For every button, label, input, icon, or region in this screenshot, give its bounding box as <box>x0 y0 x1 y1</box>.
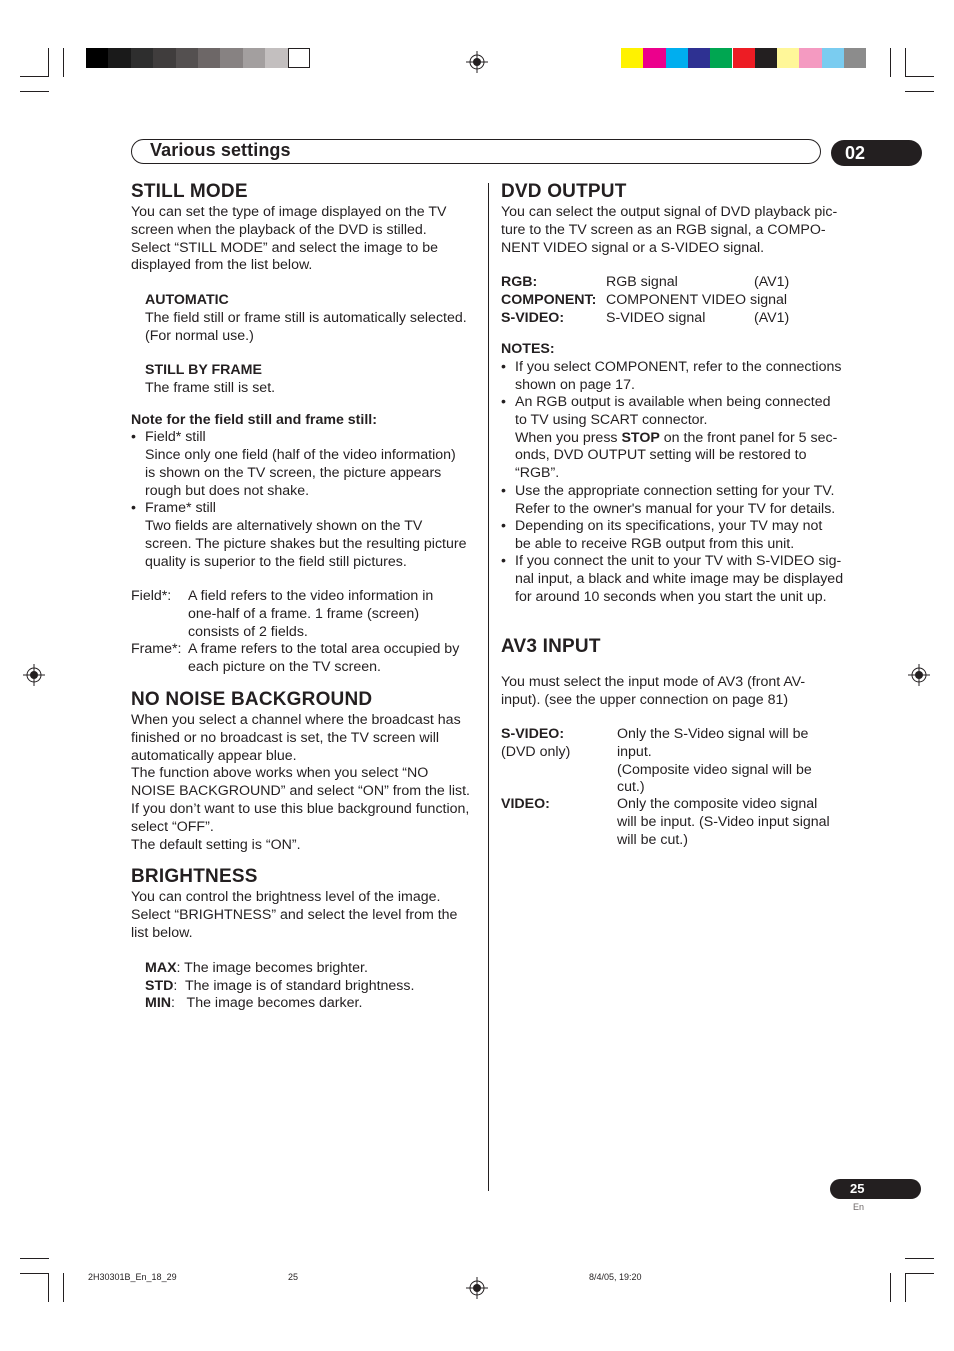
registration-mark-icon <box>908 664 930 686</box>
gray-swatch <box>108 48 130 68</box>
crop-mark <box>48 1273 49 1302</box>
page-number-badge <box>830 1179 921 1199</box>
field-def-text <box>188 588 433 641</box>
brightness-max <box>145 960 368 978</box>
registration-mark-icon <box>23 664 45 686</box>
text-line: cut.) <box>617 779 645 796</box>
color-swatch <box>822 48 844 68</box>
text-line: NOISE BACKGROUND” and select “ON” from the list. <box>131 783 470 800</box>
text-line: finished or no broadcast is set, the TV screen will <box>131 729 440 746</box>
svideo-av: (AV1) <box>754 310 790 326</box>
text-line: You must select the input mode of AV3 (front AV- <box>501 674 806 690</box>
crop-mark <box>905 76 934 77</box>
note-1 <box>515 359 841 395</box>
registration-mark-icon <box>466 51 488 73</box>
brightness-text <box>131 889 457 942</box>
text-line: You can control the brightness level of the image. <box>131 889 441 905</box>
text-line: If you connect the unit to your TV with S-VIDEO sig- <box>515 553 842 569</box>
print-date: 8/4/05, 19:20 <box>589 1272 642 1282</box>
max-text: : The image becomes brighter. <box>176 960 368 976</box>
gray-swatch <box>86 48 108 68</box>
text-line: select “OFF”. <box>131 818 214 835</box>
registration-mark-icon <box>466 1277 488 1299</box>
text-line: Only the composite video signal <box>617 796 818 812</box>
text-line: The function above works when you select “NO <box>131 765 429 782</box>
crop-mark <box>890 48 891 77</box>
crop-mark <box>905 1273 906 1302</box>
text-line: Select “BRIGHTNESS” and select the level from the <box>131 906 458 923</box>
text-line: list below. <box>131 924 193 941</box>
crop-mark <box>905 48 906 77</box>
gray-swatch <box>220 48 242 68</box>
gray-swatch <box>176 48 198 68</box>
bullet-dot: • <box>501 394 506 410</box>
crop-mark <box>905 1258 934 1259</box>
chapter-number: 02 <box>845 143 866 163</box>
text-line <box>515 430 837 448</box>
dvd-output-heading: DVD OUTPUT <box>501 181 627 202</box>
text-line: automatically appear blue. <box>131 747 297 764</box>
text-line: An RGB output is available when being connected <box>515 394 831 410</box>
crop-mark <box>20 1273 49 1274</box>
text-line: be able to receive RGB output from this unit. <box>515 535 795 552</box>
crop-mark <box>63 1273 64 1302</box>
text-line: screen. The picture shakes but the resulting picture <box>145 535 467 552</box>
gray-swatch <box>288 48 310 68</box>
text-line: If you don’t want to use this blue background function, <box>131 800 470 817</box>
file-name: 2H30301B_En_18_29 <box>88 1272 177 1282</box>
no-noise-heading: NO NOISE BACKGROUND <box>131 689 373 710</box>
crop-mark <box>20 1258 49 1259</box>
brightness-min <box>145 995 362 1013</box>
text-line: Two fields are alternatively shown on the TV <box>145 518 423 534</box>
frame-def-label: Frame*: <box>131 641 182 657</box>
automatic-label: AUTOMATIC <box>145 292 229 308</box>
min-label: MIN <box>145 995 172 1011</box>
text-line: A frame refers to the total area occupied by <box>188 641 460 657</box>
color-swatch <box>844 48 866 68</box>
text-line: input. <box>617 743 652 760</box>
rgb-value: RGB signal <box>606 274 678 290</box>
text-line: The default setting is “ON”. <box>131 836 301 853</box>
crop-mark <box>63 48 64 77</box>
crop-mark <box>890 1273 891 1302</box>
std-label: STD <box>145 978 174 994</box>
stop-button-ref: STOP <box>621 429 660 446</box>
still-by-frame-text: The frame still is set. <box>145 380 276 396</box>
text-line: will be input. (S-Video input signal <box>617 813 830 830</box>
still-mode-intro <box>131 204 447 275</box>
text-line: Refer to the owner's manual for your TV for details. <box>515 500 836 517</box>
text-line: Depending on its specifications, your TV may not <box>515 518 823 534</box>
text-line: When you select a channel where the broadcast has <box>131 712 461 728</box>
note-4 <box>515 518 822 554</box>
bullet-dot: • <box>131 500 136 516</box>
chapter-badge <box>831 140 922 166</box>
text-line: one-half of a frame. 1 frame (screen) <box>188 605 420 622</box>
component-label: COMPONENT: <box>501 292 597 308</box>
text-line: Select “STILL MODE” and select the image to be <box>131 239 439 256</box>
text-line: (For normal use.) <box>145 327 254 344</box>
text-line: quality is superior to the field still pictures. <box>145 553 407 570</box>
color-swatch <box>621 48 643 68</box>
note-heading: Note for the field still and frame still: <box>131 412 377 428</box>
text-line: ture to the TV screen as an RGB signal, a COMPO- <box>501 221 826 238</box>
text-line: consists of 2 fields. <box>188 623 308 640</box>
section-title: Various settings <box>150 140 291 160</box>
text-line: is shown on the TV screen, the picture appears <box>145 464 442 481</box>
text-line: nal input, a black and white image may be displayed <box>515 570 844 587</box>
text-line: “RGB”. <box>515 465 560 482</box>
av3-intro <box>501 674 805 710</box>
page-number: 25 <box>850 1181 865 1196</box>
text-line: The field still or frame still is automatically selected. <box>145 310 467 326</box>
text-line: for around 10 seconds when you start the unit up. <box>515 588 827 605</box>
rgb-label: RGB: <box>501 274 538 290</box>
crop-mark <box>905 91 934 92</box>
text-line: You can select the output signal of DVD playback pic- <box>501 204 838 220</box>
field-def-label: Field*: <box>131 588 172 604</box>
gray-swatch <box>265 48 287 68</box>
color-swatch <box>777 48 799 68</box>
frame-text <box>145 518 467 571</box>
gray-swatch <box>153 48 175 68</box>
text-line: will be cut.) <box>617 831 688 848</box>
text-line: Use the appropriate connection setting for your TV. <box>515 483 835 499</box>
av3-svideo-label: S-VIDEO: <box>501 726 565 742</box>
crop-mark <box>20 76 49 77</box>
text-line: A field refers to the video information in <box>188 588 434 604</box>
language-label: En <box>853 1202 865 1212</box>
column-divider <box>488 183 489 1191</box>
bullet-dot: • <box>501 483 506 499</box>
note-3 <box>515 483 835 519</box>
gray-swatch <box>131 48 153 68</box>
bullet-dot: • <box>501 518 506 534</box>
crop-mark <box>905 1273 934 1274</box>
no-noise-text <box>131 712 470 854</box>
bullet-dot: • <box>131 429 136 445</box>
notes-heading: NOTES: <box>501 341 555 357</box>
color-swatch <box>666 48 688 68</box>
gray-swatch <box>198 48 220 68</box>
text-line: shown on page 17. <box>515 376 635 393</box>
color-swatch <box>710 48 732 68</box>
text-line: displayed from the list below. <box>131 257 313 274</box>
text-line: You can set the type of image displayed on the TV <box>131 204 447 220</box>
av3-svideo-sub: (DVD only) <box>501 744 571 760</box>
av3-svideo-text <box>617 726 812 797</box>
text-line: NENT VIDEO signal or a S-VIDEO signal. <box>501 239 765 256</box>
text-line: input). (see the upper connection on page 81) <box>501 691 789 708</box>
color-swatch <box>755 48 777 68</box>
gray-swatch <box>243 48 265 68</box>
field-text <box>145 447 456 500</box>
bullet-dot: • <box>501 359 506 375</box>
still-by-frame-label: STILL BY FRAME <box>145 362 262 378</box>
text-span: When you press <box>515 429 622 446</box>
rgb-av: (AV1) <box>754 274 790 290</box>
text-line: If you select COMPONENT, refer to the connections <box>515 359 842 375</box>
frame-bullet: Frame* still <box>145 500 216 516</box>
av3-heading: AV3 INPUT <box>501 636 601 657</box>
color-swatch <box>733 48 755 68</box>
color-swatch <box>643 48 665 68</box>
text-line: Only the S-Video signal will be <box>617 726 809 742</box>
min-text: : The image becomes darker. <box>171 995 363 1011</box>
text-line: Since only one field (half of the video information) <box>145 447 456 463</box>
crop-mark <box>20 91 49 92</box>
std-text: : The image is of standard brightness. <box>173 978 415 994</box>
svideo-label: S-VIDEO: <box>501 310 565 326</box>
text-line: (Composite video signal will be <box>617 761 812 778</box>
frame-def-text <box>188 641 459 677</box>
dvd-output-intro <box>501 204 837 257</box>
svideo-value: S-VIDEO signal <box>606 310 706 326</box>
bullet-dot: • <box>501 553 506 569</box>
text-line: each picture on the TV screen. <box>188 658 381 675</box>
component-value: COMPONENT VIDEO signal <box>606 292 788 308</box>
text-line: to TV using SCART connector. <box>515 411 708 428</box>
text-line: screen when the playback of the DVD is stilled. <box>131 221 427 238</box>
text-line: rough but does not shake. <box>145 482 310 499</box>
text-span: on the front panel for 5 sec- <box>659 429 838 446</box>
max-label: MAX <box>145 960 177 976</box>
note-2 <box>515 394 837 483</box>
automatic-text <box>145 310 467 346</box>
av3-video-label: VIDEO: <box>501 796 550 812</box>
text-line: onds, DVD OUTPUT setting will be restored to <box>515 447 807 464</box>
field-bullet: Field* still <box>145 429 206 445</box>
print-page-number: 25 <box>288 1272 299 1282</box>
color-swatch <box>799 48 821 68</box>
crop-mark <box>48 48 49 77</box>
brightness-std <box>145 978 414 996</box>
color-swatch <box>688 48 710 68</box>
still-mode-heading: STILL MODE <box>131 181 248 202</box>
note-5 <box>515 553 843 606</box>
brightness-heading: BRIGHTNESS <box>131 866 258 887</box>
av3-video-text <box>617 796 830 849</box>
